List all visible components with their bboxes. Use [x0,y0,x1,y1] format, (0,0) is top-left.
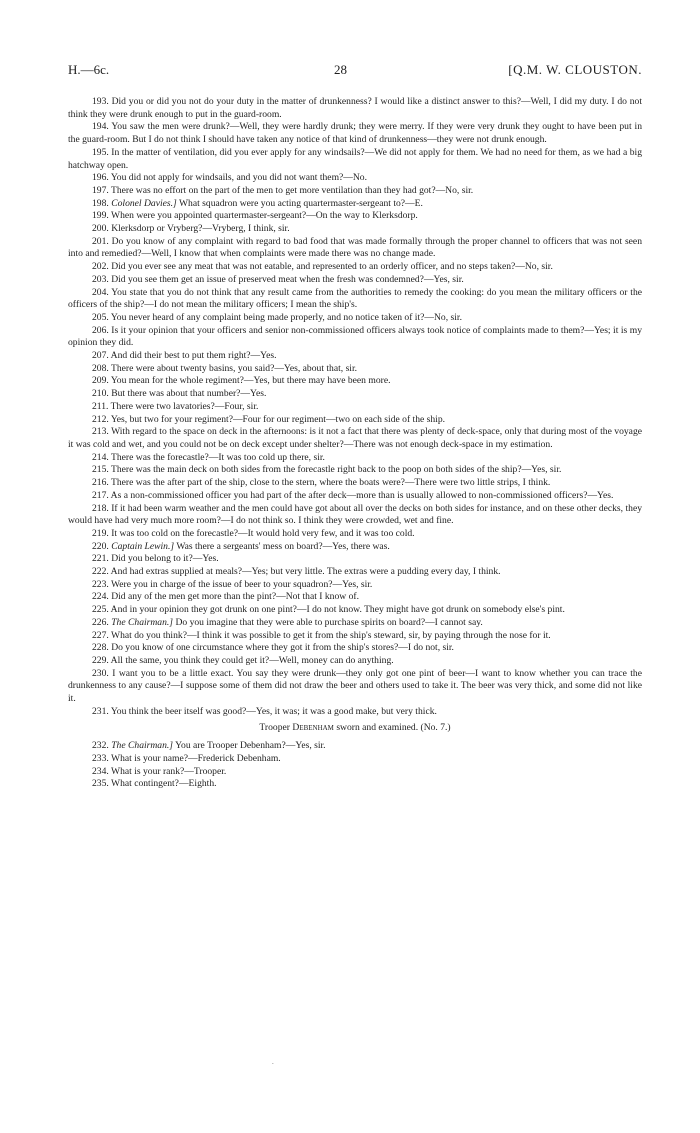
paragraph-text: 211. There were two lavatories?—Four, sir. [92,400,259,412]
speaker-label: Captain Lewin.] [111,540,175,552]
paragraph-text: Was there a sergeants' mess on board?—Yes, there was. [176,540,390,552]
paragraph-text: 224. Did any of the men get more than the pint?—Not that I know of. [92,591,359,603]
paragraph-text: 230. I want you to be a little exact. You say they were drunk—they only got one pint of beer—I want to know whether you can trace the drunkenness to any cause?—I suppose some of them did not draw the beer and others used to take it. The beer was very thick, and some did not like it. [68,667,642,705]
question-answer-paragraph [68,121,642,146]
paragraph-text: 215. There was the main deck on both sides from the forecastle right back to the poop on both sides of the ship?—Yes, sir. [92,464,562,476]
paragraph-text: 207. And did their best to put them right?—Yes. [92,350,277,362]
question-answer-paragraph [68,740,642,753]
paragraph-text: 205. You never heard of any complaint being made properly, and no notice taken of it?—No, sir. [92,311,462,323]
question-answer-paragraph [68,198,642,211]
paragraph-text: 199. When were you appointed quartermaster-sergeant?—On the way to Klerksdorp. [92,210,418,222]
paragraph-text: 233. What is your name?—Frederick Debenham. [92,752,281,764]
question-answer-paragraph [68,312,642,325]
question-answer-paragraph [68,210,642,223]
paragraph-text: 235. What contingent?—Eighth. [92,778,217,790]
paragraph-text: 217. As a non-commissioned officer you had part of the after deck—more than is usually allowed to non-commissioned officers?—Yes. [92,489,614,501]
paragraph-text: 206. Is it your opinion that your officers and senior non-commissioned officers always took notice of complaints made to them?—Yes; it is my opinion they did. [68,324,642,349]
paragraph-text: 225. And in your opinion they got drunk on one pint?—I do not know. They might have got drunk on somebody else's pint. [92,604,565,616]
paragraph-text: You are Trooper Debenham?—Yes, sir. [175,740,326,752]
paragraph-text: 195. In the matter of ventilation, did you ever apply for any windsails?—We did not apply for them. We had no need for them, as we had a big hatchway open. [68,146,642,171]
question-answer-paragraph [68,325,642,350]
paragraph-text: 203. Did you see them get an issue of preserved meat when the fresh was condemned?—Yes, sir. [92,273,464,285]
paragraph-text: 219. It was too cold on the forecastle?—It would hold very few, and it was too cold. [92,527,415,539]
paragraph-text: 218. If it had been warm weather and the men could have got about all over the decks on both sides for instance, and on these other decks, they would have had very much more room?—I do not think so. I think they were crowded, wet and fine. [68,502,642,527]
heading-name: Debenham [292,722,334,734]
question-answer-paragraph [68,604,642,617]
question-answer-paragraph [68,350,642,363]
question-answer-paragraph [68,375,642,388]
paragraph-text: 209. You mean for the whole regiment?—Yes, but there may have been more. [92,375,391,387]
question-answer-paragraph [68,223,642,236]
page-number: 28 [334,62,347,77]
paragraph-text: 231. You think the beer itself was good?—Yes, it was; it was a good make, but very thick. [92,705,437,717]
paragraph-text: 202. Did you ever see any meat that was not eatable, and represented to an orderly officer, and no steps taken?—No, sir. [92,261,553,273]
question-answer-paragraph [68,591,642,604]
heading-prefix: Trooper [259,722,290,734]
question-answer-paragraph [68,147,642,172]
question-number: 232. [92,740,109,752]
paragraph-text: 193. Did you or did you not do your duty in the matter of drunkenness? I would like a distinct answer to this?—Well, I did my duty. I do not think they were drunk enough to put in the guard-room. [68,96,642,120]
question-answer-paragraph [68,477,642,490]
heading-suffix: sworn and examined. (No. 7.) [336,722,451,734]
document-body [68,96,642,791]
paragraph-text: 223. Were you in charge of the issue of beer to your squadron?—Yes, sir. [92,578,373,590]
paragraph-text: 194. You saw the men were drunk?—Well, they were hardly drunk; they were merry. If they were very drunk they ought to have been put in the guard-room. But I do not think I should have taken any notice of that kind of drunkenness—they were not drunk enough. [68,121,642,146]
question-answer-paragraph [68,753,642,766]
paragraph-text: 222. And had extras supplied at meals?—Yes; but very little. The extras were a pudding every day, I think. [92,566,501,578]
question-answer-paragraph [68,655,642,668]
paragraph-text: 201. Do you know of any complaint with regard to bad food that was made formally through the proper channel to officers that was not seen into and remedied?—Well, I know that when complaints were made there was no change made. [68,235,642,260]
paragraph-text: Do you imagine that they were able to purchase spirits on board?—I cannot say. [175,616,483,628]
paragraph-text: 234. What is your rank?—Trooper. [92,765,227,777]
paragraph-text: 213. With regard to the space on deck in the afternoons: is it not a fact that there was plenty of deck-space, only that during most of the voyage it was cold and wet, and you could not be on deck except under shelter?—There was not enough deck-space in my estimation. [68,426,642,450]
paragraph-text: 204. You state that you do not think that any result came from the authorities to remedy the cooking: do you mean the military officers or the officers of the ship?—I do not mean the military officers; I mean the ship's. [68,286,642,311]
question-answer-paragraph [68,464,642,477]
paragraph-text: 214. There was the forecastle?—It was too cold up there, sir. [92,451,325,463]
question-answer-paragraph [68,185,642,198]
question-answer-paragraph [68,96,642,121]
question-answer-paragraph [68,236,642,261]
page-header [68,62,642,82]
question-answer-paragraph [68,388,642,401]
question-answer-paragraph [68,414,642,427]
question-answer-paragraph [68,630,642,643]
question-number: 226. [92,616,109,628]
speaker-label: The Chairman.] [111,616,174,628]
question-answer-paragraph [68,566,642,579]
question-answer-paragraph [68,401,642,414]
document-reference: H.—6c. [68,62,110,77]
question-answer-paragraph [68,642,642,655]
paragraph-text: 227. What do you think?—I think it was possible to get it from the ship's steward, sir, by paying through the nose for it. [92,629,551,641]
paragraph-text: 208. There were about twenty basins, you said?—Yes, about that, sir. [92,362,358,374]
question-answer-paragraph [68,261,642,274]
question-answer-paragraph [68,363,642,376]
paragraph-text: 196. You did not apply for windsails, and you did not want them?—No. [92,172,368,184]
witness-name: [Q.M. W. CLOUSTON. [508,62,642,77]
question-answer-paragraph [68,617,642,630]
question-answer-paragraph [68,503,642,528]
testimony-block-debenham [68,740,642,791]
testimony-block-clouston [68,96,642,718]
paragraph-text: 197. There was no effort on the part of the men to get more ventilation than they had got?—No, sir. [92,184,474,196]
question-answer-paragraph [68,706,642,719]
question-answer-paragraph [68,172,642,185]
paragraph-text: 210. But there was about that number?—Yes. [92,388,267,400]
question-answer-paragraph [68,766,642,779]
page-speck: . [272,1058,274,1066]
paragraph-text: What squadron were you acting quartermaster-sergeant to?—E. [179,197,423,209]
question-answer-paragraph [68,287,642,312]
speaker-label: Colonel Davies.] [111,197,177,209]
speaker-label: The Chairman.] [111,740,174,752]
question-answer-paragraph [68,274,642,287]
question-number: 198. [92,197,109,209]
question-number: 220. [92,540,109,552]
question-answer-paragraph [68,541,642,554]
question-answer-paragraph [68,452,642,465]
question-answer-paragraph [68,553,642,566]
section-heading [68,722,642,735]
question-answer-paragraph [68,426,642,451]
question-answer-paragraph [68,778,642,791]
paragraph-text: 229. All the same, you think they could get it?—Well, money can do anything. [92,654,394,666]
paragraph-text: 216. There was the after part of the ship, close to the stern, where the boats were?—There were two little strips, I think. [92,477,551,489]
question-answer-paragraph [68,528,642,541]
question-answer-paragraph [68,579,642,592]
paragraph-text: 212. Yes, but two for your regiment?—Four for our regiment—two on each side of the ship. [92,413,446,425]
paragraph-text: 228. Do you know of one circumstance where they got it from the ship's stores?—I do not, sir. [92,642,454,654]
question-answer-paragraph [68,668,642,706]
paragraph-text: 200. Klerksdorp or Vryberg?—Vryberg, I think, sir. [92,223,290,235]
question-answer-paragraph [68,490,642,503]
paragraph-text: 221. Did you belong to it?—Yes. [92,553,219,565]
